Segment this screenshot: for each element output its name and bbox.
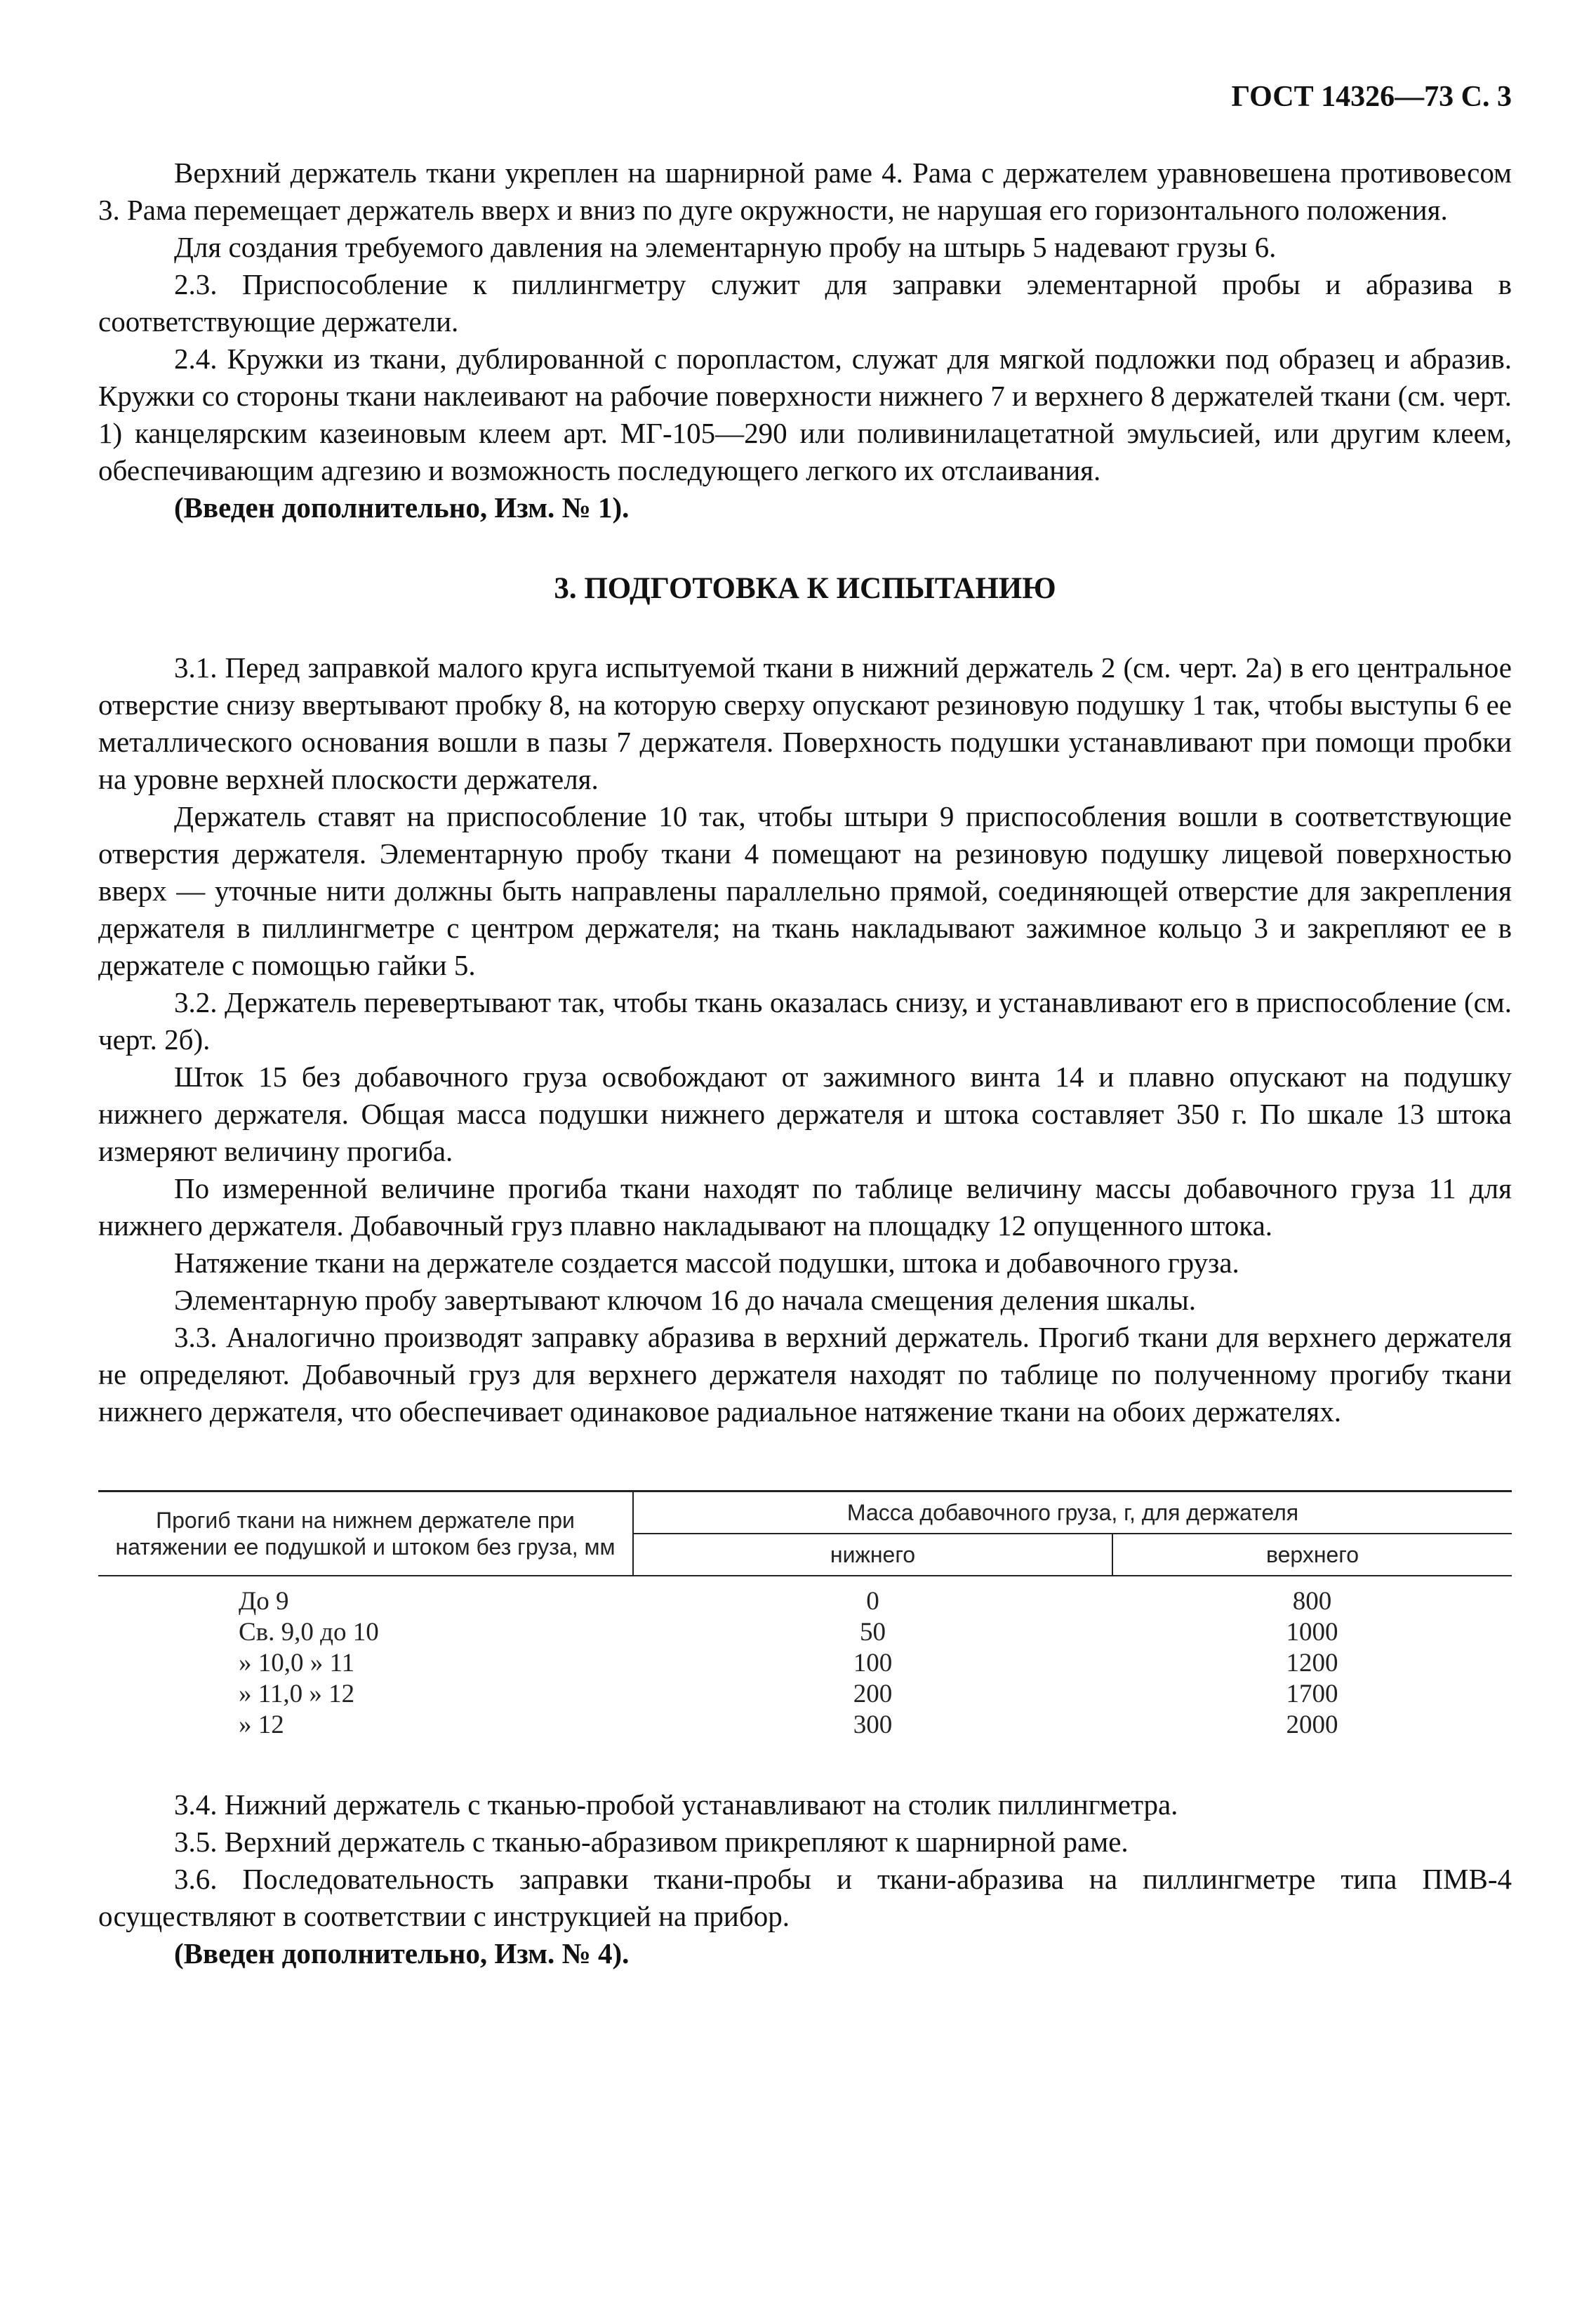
table-row bbox=[98, 1679, 1512, 1710]
table-row bbox=[98, 1617, 1512, 1648]
paragraph: Натяжение ткани на держателе создается массой подушки, штока и добавочного груза. bbox=[174, 1247, 1239, 1279]
paragraph: 2.3. Приспособление к пиллингметру служит для заправки элементарной пробы и абразива в соответствующие держатели. bbox=[98, 268, 1512, 338]
cell-lower: 300 bbox=[853, 1710, 893, 1739]
amendment-note: (Введен дополнительно, Изм. № 4). bbox=[174, 1937, 630, 1969]
col-header-upper: верхнего bbox=[1112, 1534, 1512, 1576]
paragraph: 3.6. Последовательность заправки ткани-пробы и ткани-абразива на пиллингметре типа ПМВ-4 осуществляют в соответствии с инструкцией на прибор. bbox=[98, 1863, 1512, 1932]
paragraph: 3.3. Аналогично производят заправку абразива в верхний держатель. Прогиб ткани для верхнего держателя не определяют. Добавочный груз для верхнего держателя находят по таблице по полученному прогибу ткани нижнего держателя, что обеспечивает одинаковое радиальное натяжение ткани на обоих держателях. bbox=[98, 1321, 1512, 1428]
section-title: 3. ПОДГОТОВКА К ИСПЫТАНИЮ bbox=[554, 572, 1056, 605]
paragraph: Держатель ставят на приспособление 10 так, чтобы штыри 9 приспособления вошли в соответствующие отверстия держателя. Элементарную пробу ткани 4 помещают на резиновую подушку лицевой поверхностью вверх — уточные нити должны быть направлены параллельно прямой, соединяющей отверстие для закрепления держателя в пиллингметре с центром держателя; на ткань накладывают зажимное кольцо 3 и закрепляют ее в держателе с помощью гайки 5. bbox=[98, 800, 1512, 981]
cell-deflection: » 12 bbox=[239, 1710, 284, 1739]
load-table bbox=[98, 1490, 1512, 1741]
cell-upper: 1000 bbox=[1286, 1618, 1338, 1647]
table-row bbox=[98, 1576, 1512, 1617]
cell-upper: 1200 bbox=[1286, 1649, 1338, 1677]
cell-upper: 2000 bbox=[1286, 1710, 1338, 1739]
paragraph: Элементарную пробу завертывают ключом 16 до начала смещения деления шкалы. bbox=[174, 1284, 1197, 1316]
cell-deflection: До 9 bbox=[239, 1587, 289, 1616]
col-header-group: Масса добавочного груза, г, для держателя bbox=[633, 1491, 1512, 1534]
page-header: ГОСТ 14326—73 С. 3 bbox=[1231, 81, 1512, 113]
cell-deflection: » 10,0 » 11 bbox=[239, 1649, 355, 1677]
amendment-note: (Введен дополнительно, Изм. № 1). bbox=[174, 491, 630, 524]
paragraph: 3.1. Перед заправкой малого круга испытуемой ткани в нижний держатель 2 (см. черт. 2а) в его центральное отверстие снизу ввертывают пробку 8, на которую сверху опускают резиновую подушку 1 так, чтобы выступы 6 ее металлического основания вошли в пазы 7 держателя. Поверхность подушки устанавливают при помощи пробки на уровне верхней плоскости держателя. bbox=[98, 651, 1512, 795]
col-header-deflection: Прогиб ткани на нижнем держателе при натяжении ее подушкой и штоком без груза, мм bbox=[98, 1491, 633, 1576]
cell-lower: 0 bbox=[866, 1587, 879, 1616]
table-row bbox=[98, 1710, 1512, 1741]
paragraph: По измеренной величине прогиба ткани находят по таблице величину массы добавочного груза 11 для нижнего держателя. Добавочный груз плавно накладывают на площадку 12 опущенного штока. bbox=[98, 1172, 1512, 1242]
paragraph: 3.2. Держатель перевертывают так, чтобы ткань оказалась снизу, и устанавливают его в приспособление (см. черт. 2б). bbox=[98, 986, 1512, 1056]
paragraph: 3.5. Верхний держатель с тканью-абразивом прикрепляют к шарнирной раме. bbox=[174, 1826, 1129, 1858]
cell-deflection: » 11,0 » 12 bbox=[239, 1680, 355, 1708]
paragraph: 2.4. Кружки из ткани, дублированной с поропластом, служат для мягкой подложки под образец и абразив. Кружки со стороны ткани наклеивают на рабочие поверхности нижнего 7 и верхнего 8 держателей ткани (см. черт. 1) канцелярским казеиновым клеем арт. МГ-105—290 или поливинилацетатной эмульсией, или другим клеем, обеспечивающим адгезию и возможность последующего легкого их отслаивания. bbox=[98, 343, 1512, 486]
cell-upper: 800 bbox=[1292, 1587, 1332, 1616]
cell-lower: 50 bbox=[860, 1618, 886, 1647]
paragraph: Верхний держатель ткани укреплен на шарнирной раме 4. Рама с держателем уравновешена противовесом 3. Рама перемещает держатель вверх и вниз по дуге окружности, не нарушая его горизонтального положения. bbox=[98, 157, 1512, 226]
paragraph: Шток 15 без добавочного груза освобождают от зажимного винта 14 и плавно опускают на подушку нижнего держателя. Общая масса подушки нижнего держателя и штока составляет 350 г. По шкале 13 штока измеряют величину прогиба. bbox=[98, 1061, 1512, 1167]
table-row bbox=[98, 1648, 1512, 1679]
cell-upper: 1700 bbox=[1286, 1680, 1338, 1708]
paragraph: 3.4. Нижний держатель с тканью-пробой устанавливают на столик пиллингметра. bbox=[174, 1788, 1178, 1821]
cell-lower: 200 bbox=[853, 1680, 893, 1708]
cell-lower: 100 bbox=[853, 1649, 893, 1677]
cell-deflection: Св. 9,0 до 10 bbox=[239, 1618, 379, 1647]
col-header-lower: нижнего bbox=[633, 1534, 1112, 1576]
paragraph: Для создания требуемого давления на элементарную пробу на штырь 5 надевают грузы 6. bbox=[174, 231, 1277, 263]
